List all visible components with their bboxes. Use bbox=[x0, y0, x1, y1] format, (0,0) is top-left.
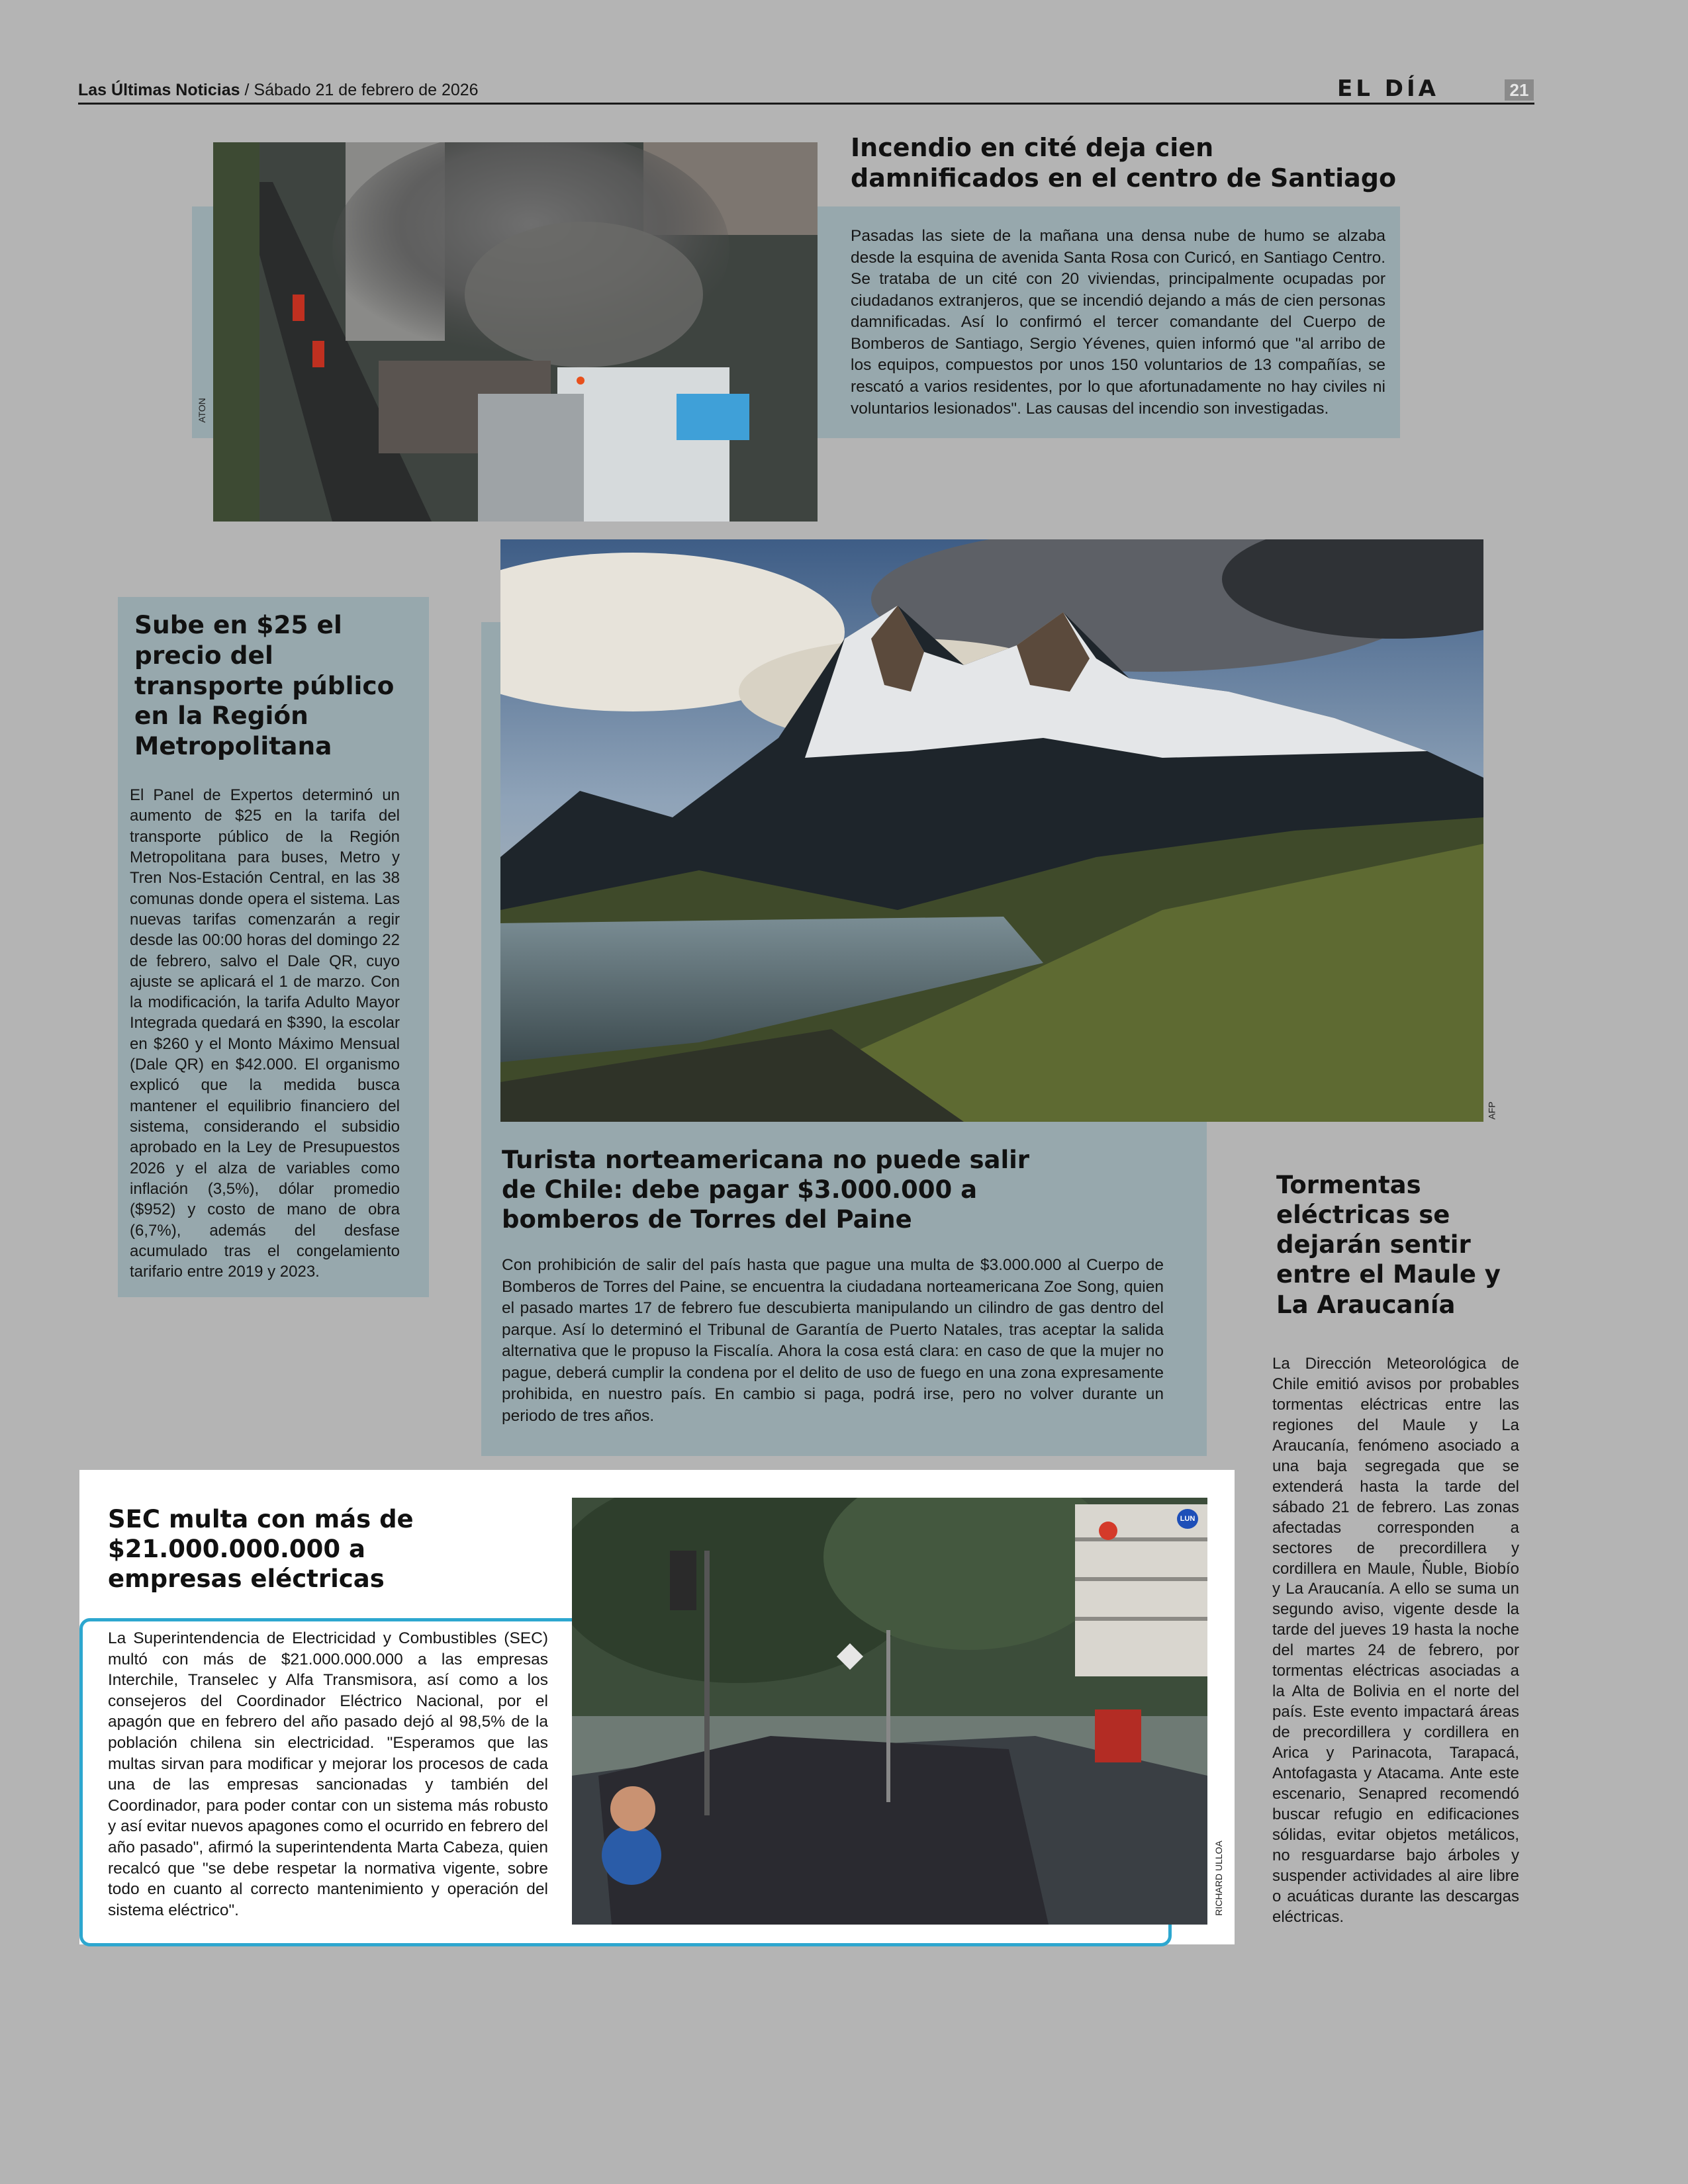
tourist-body: Con prohibición de salir del país hasta que pague una multa de $3.000.000 al Cuerpo de Bomberos de Torres del Paine, se encuentra la ciudadana norteamericana Zoe Song, quien el pasado martes 17 de febrero fue descubierta manipulando un cilindro de gas dentro del parque. Así lo determinó el Tribunal de Garantía de Puerto Natales, tras aceptar la salida alternativa que le propuso la Fiscalía. Ahora la cosa está clara: en caso de que la mujer no pague, deberá cumplir la condena por el delito de uso de fuego en una zona expresamente prohibida, en nuestro país. En cambio si paga, podrá irse, pero no volver durante un periodo de tres años. bbox=[502, 1256, 1164, 1426]
paper-name: Las Últimas Noticias bbox=[78, 81, 240, 99]
paine-photo-credit: AFP bbox=[1486, 1101, 1497, 1120]
tourist-headline: Turista norteamericana no puede salir de Chile: debe pagar $3.000.000 a bomberos de Torres del Paine bbox=[502, 1146, 1030, 1234]
issue-date: Sábado 21 de febrero de 2026 bbox=[254, 81, 479, 99]
masthead-line bbox=[78, 81, 479, 100]
fire-photo-credit: ATON bbox=[196, 398, 207, 423]
page-number: 21 bbox=[1505, 79, 1534, 101]
storms-headline: Tormentas eléctricas se dejarán sentir entre el Maule y La Araucanía bbox=[1276, 1171, 1501, 1319]
fire-body: Pasadas las siete de la mañana una densa nube de humo se alzaba desde la esquina de avenida Santa Rosa con Curicó, en Santiago Centro. Se trataba de un cité con 20 viviendas, principalmente ocupadas por ciudadanos extranjeros, que se incendió dejando a más de cien personas damnificadas. Así lo confirmó el tercer comandante del Cuerpo de Bomberos de Santiago, Sergio Yévenes, quien informó que "al arribo de los equipos, compuestos por unos 150 voluntarios de 13 compañías, se rescató a varios residentes, por lo que afortunadamente no hay civiles ni voluntarios lesionados". Las causas del incendio son investigadas. bbox=[851, 227, 1385, 418]
sec-body: La Superintendencia de Electricidad y Combustibles (SEC) multó con más de $21.000.000.000 a las empresas Interchile, Transelec y Alfa Transmisora, así como a los consejeros del Coordinador Eléctrico Nacional, por el apagón que en febrero del año pasado dejó al 98,5% de la población chilena sin electricidad. "Esperamos que las multas sirvan para modificar y mejorar los procesos de cada una de las empresas sancionadas y también del Coordinador, para poder contar con un sistema más robusto y así evitar nuevos apagones como el ocurrido en febrero del año pasado", afirmó la superintendenta Marta Cabeza, quien recalcó que "se debe respetar la normativa vigente, sobre todo en cuanto al correcto mantenimiento y operación del sistema eléctrico". bbox=[108, 1629, 548, 1919]
fire-headline: Incendio en cité deja cien damnificados en el centro de Santiago bbox=[851, 133, 1397, 193]
transport-body: El Panel de Expertos determinó un aumento de $25 en la tarifa del transporte público de la Región Metropolitana para buses, Metro y Tren Nos-Estación Central, en las 38 comunas donde opera el sistema. Las nuevas tarifas comenzarán a regir desde las 00:00 horas del domingo 22 de febrero, salvo el Dale QR, cuyo ajuste se aplicará el 1 de marzo. Con la modificación, la tarifa Adulto Mayor Integrada quedará en $390, la escolar en $260 y el Monto Máximo Mensual (Dale QR) en $42.000. El organismo explicó que la medida busca mantener el equilibrio financiero del sistema, considerando el subsidio aprobado en la Ley de Presupuestos 2026 y el alza de variables como inflación (3,5%), dólar promedio ($952) y costo de mano de obra (6,7%), además del desfase acumulado tras el congelamiento tarifario entre 2019 y 2023. bbox=[130, 786, 400, 1281]
fire-photo bbox=[213, 142, 818, 522]
lun-sign-logo: LUN bbox=[1177, 1509, 1198, 1529]
torres-del-paine-photo bbox=[500, 539, 1483, 1122]
header-separator: / bbox=[244, 81, 250, 99]
sec-headline: SEC multa con más de $21.000.000.000 a empresas eléctricas bbox=[108, 1505, 414, 1594]
crowd-photo-credit: RICHARD ULLOA bbox=[1213, 1841, 1224, 1916]
header-rule bbox=[78, 103, 1534, 105]
blackout-crowd-photo bbox=[572, 1498, 1207, 1925]
section-title: EL DÍA bbox=[1337, 75, 1439, 102]
storms-body: La Dirección Meteorológica de Chile emitió avisos por probables tormentas eléctricas entre las regiones del Maule y La Araucanía, fenómeno asociado a una baja segregada que se extenderá hasta la tarde del sábado 21 de febrero. Las zonas afectadas corresponden a sectores de precordillera y cordillera en Maule, Ñuble, Biobío y La Araucanía. A ello se suma un segundo aviso, vigente desde la tarde del jueves 19 hasta la noche del martes 24 de febrero, por tormentas eléctricas asociadas a la Alta de Bolivia en el norte del país. Este evento impactará áreas de precordillera y cordillera en Arica y Parinacota, Tarapacá, Antofagasta y Atacama. Ante este escenario, Senapred recomendó buscar refugio en edificaciones sólidas, evitar objetos metálicos, no resguardarse bajo árboles y suspender actividades al aire libre o acuáticas durante las descargas eléctricas. bbox=[1272, 1355, 1519, 1926]
transport-headline: Sube en $25 el precio del transporte público en la Región Metropolitana bbox=[134, 610, 395, 760]
